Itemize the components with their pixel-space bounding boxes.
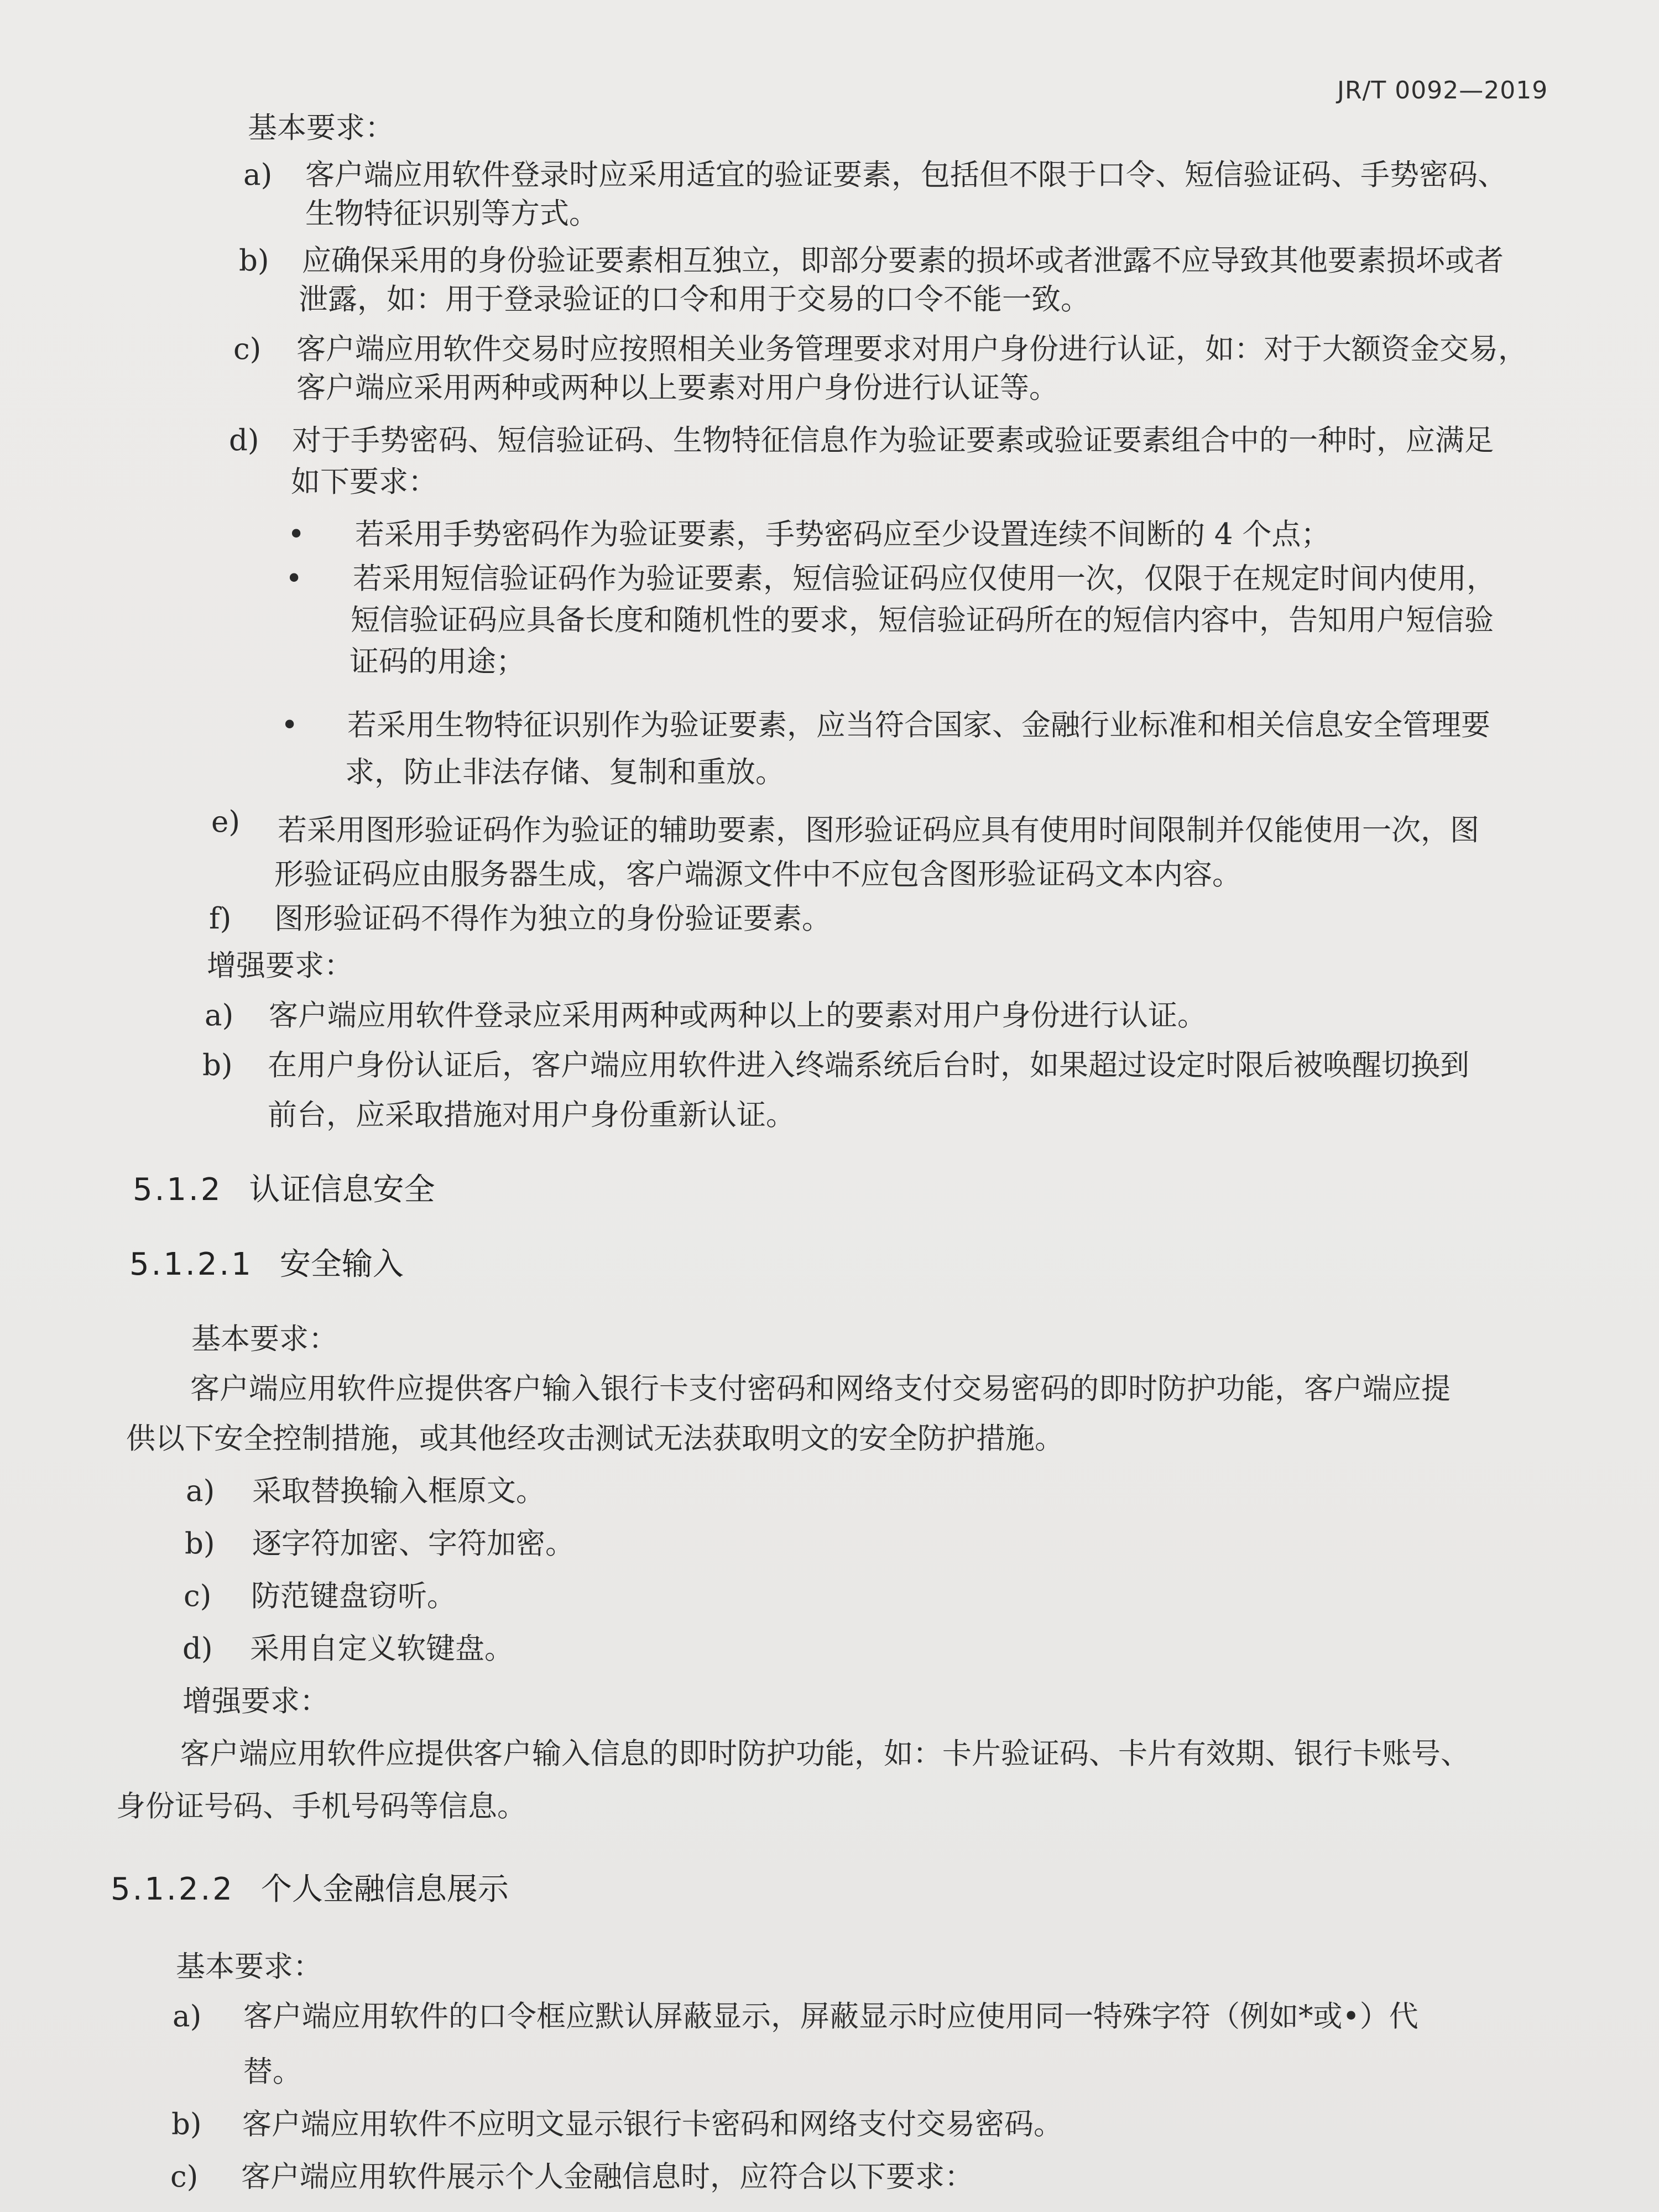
item-marker: c) (170, 2160, 199, 2194)
secure-input-enhanced-text: 客户端应用软件应提供客户输入信息的即时防护功能，如：卡片验证码、卡片有效期、银行卡账号、 (180, 1737, 1470, 1771)
enhanced-item-b-text: 在用户身份认证后，客户端应用软件进入终端系统后台时，如果超过设定时限后被唤醒切换到 (268, 1048, 1469, 1082)
item-marker: a) (243, 158, 273, 192)
secure-input-item-a: 采取替换输入框原文。 (252, 1474, 545, 1508)
bullet-marker: • (288, 518, 305, 551)
enhanced-item-b-text-cont: 前台，应采取措施对用户身份重新认证。 (268, 1098, 795, 1132)
item-marker: b) (239, 244, 269, 278)
item-b-text-cont: 泄露，如：用于登录验证的口令和用于交易的口令不能一致。 (299, 283, 1090, 316)
basic-requirements-label: 基本要求： (191, 1322, 338, 1356)
secure-input-paragraph-cont: 供以下安全控制措施，或其他经攻击测试无法获取明文的安全防护措施。 (126, 1422, 1064, 1455)
item-b-text: 应确保采用的身份验证要素相互独立，即部分要素的损坏或者泄露不应导致其他要素损坏或者 (302, 244, 1504, 278)
secure-input-item-b: 逐字符加密、字符加密。 (252, 1527, 575, 1561)
bullet-gesture-text: 若采用手势密码作为验证要素，手势密码应至少设置连续不间断的 4 个点； (355, 518, 1331, 551)
section-title: 安全输入 (279, 1246, 404, 1282)
section-heading-5-1-2-1 (129, 1247, 404, 1282)
enhanced-item-a-text: 客户端应用软件登录应采用两种或两种以上的要素对用户身份进行认证。 (269, 999, 1207, 1032)
item-e-text: 若采用图形验证码作为验证的辅助要素，图形验证码应具有使用时间限制并仅能使用一次，图 (278, 813, 1479, 847)
item-marker: b) (185, 1527, 215, 1561)
section-title: 认证信息安全 (249, 1172, 435, 1208)
bullet-sms-text: 若采用短信验证码作为验证要素，短信验证码应仅使用一次，仅限于在规定时间内使用， (353, 562, 1496, 596)
secure-input-item-d: 采用自定义软键盘。 (250, 1632, 514, 1666)
bullet-sms-text-cont: 证码的用途； (349, 645, 525, 679)
document-code: JR/T 0092—2019 (1337, 76, 1548, 105)
section-title: 个人金融信息展示 (260, 1871, 509, 1907)
bullet-sms-text-cont: 短信验证码应具备长度和随机性的要求，短信验证码所在的短信内容中，告知用户短信验 (351, 603, 1494, 637)
display-item-b: 客户端应用软件不应明文显示银行卡密码和网络支付交易密码。 (242, 2107, 1063, 2141)
item-marker: a) (173, 2000, 202, 2033)
item-d-text: 对于手势密码、短信验证码、生物特征信息作为验证要素或验证要素组合中的一种时，应满足 (292, 424, 1494, 457)
enhanced-requirements-label: 增强要求： (207, 949, 353, 983)
item-marker: c) (184, 1579, 212, 1613)
section-number: 5.1.2 (133, 1172, 223, 1208)
item-c-text: 客户端应用软件交易时应按照相关业务管理要求对用户身份进行认证，如：对于大额资金交易， (296, 332, 1527, 366)
bullet-biometric-text-cont: 求，防止非法存储、复制和重放。 (345, 755, 785, 789)
bullet-biometric-text: 若采用生物特征识别作为验证要素，应当符合国家、金融行业标准和相关信息安全管理要 (347, 708, 1490, 742)
secure-input-enhanced-text-cont: 身份证号码、手机号码等信息。 (116, 1790, 526, 1823)
section-number: 5.1.2.2 (111, 1871, 234, 1907)
basic-requirements-label: 基本要求： (176, 1950, 322, 1984)
item-marker: f) (209, 902, 232, 936)
section-heading-5-1-2 (133, 1172, 435, 1208)
item-marker: b) (202, 1048, 233, 1082)
item-marker: d) (229, 424, 259, 457)
item-e-text-cont: 形验证码应由服务器生成，客户端源文件中不应包含图形验证码文本内容。 (274, 858, 1241, 891)
basic-requirements-label: 基本要求： (248, 111, 394, 145)
item-marker: d) (182, 1632, 213, 1666)
enhanced-requirements-label: 增强要求： (182, 1684, 329, 1718)
item-marker: a) (205, 999, 234, 1032)
item-a-text: 客户端应用软件登录时应采用适宜的验证要素，包括但不限于口令、短信验证码、手势密码、 (305, 158, 1507, 192)
item-marker: b) (171, 2107, 202, 2141)
section-heading-5-1-2-2 (111, 1872, 509, 1907)
display-item-a: 客户端应用软件的口令框应默认屏蔽显示，屏蔽显示时应使用同一特殊字符（例如*或•）代 (243, 2000, 1418, 2033)
display-item-c: 客户端应用软件展示个人金融信息时，应符合以下要求： (241, 2160, 974, 2194)
item-marker: e) (211, 805, 241, 839)
item-d-text-cont: 如下要求： (291, 465, 437, 499)
display-item-a-cont: 替。 (243, 2055, 302, 2089)
item-c-text-cont: 客户端应采用两种或两种以上要素对用户身份进行认证等。 (296, 371, 1058, 405)
item-marker: a) (186, 1474, 215, 1508)
section-number: 5.1.2.1 (129, 1246, 253, 1282)
item-marker: c) (233, 332, 262, 366)
item-a-text-cont: 生物特征识别等方式。 (305, 197, 598, 231)
bullet-marker: • (281, 708, 299, 742)
secure-input-paragraph: 客户端应用软件应提供客户输入银行卡支付密码和网络支付交易密码的即时防护功能，客户端应提 (190, 1372, 1451, 1406)
bullet-marker: • (285, 562, 303, 596)
item-f-text: 图形验证码不得作为独立的身份验证要素。 (274, 902, 831, 936)
secure-input-item-c: 防范键盘窃听。 (251, 1579, 456, 1613)
